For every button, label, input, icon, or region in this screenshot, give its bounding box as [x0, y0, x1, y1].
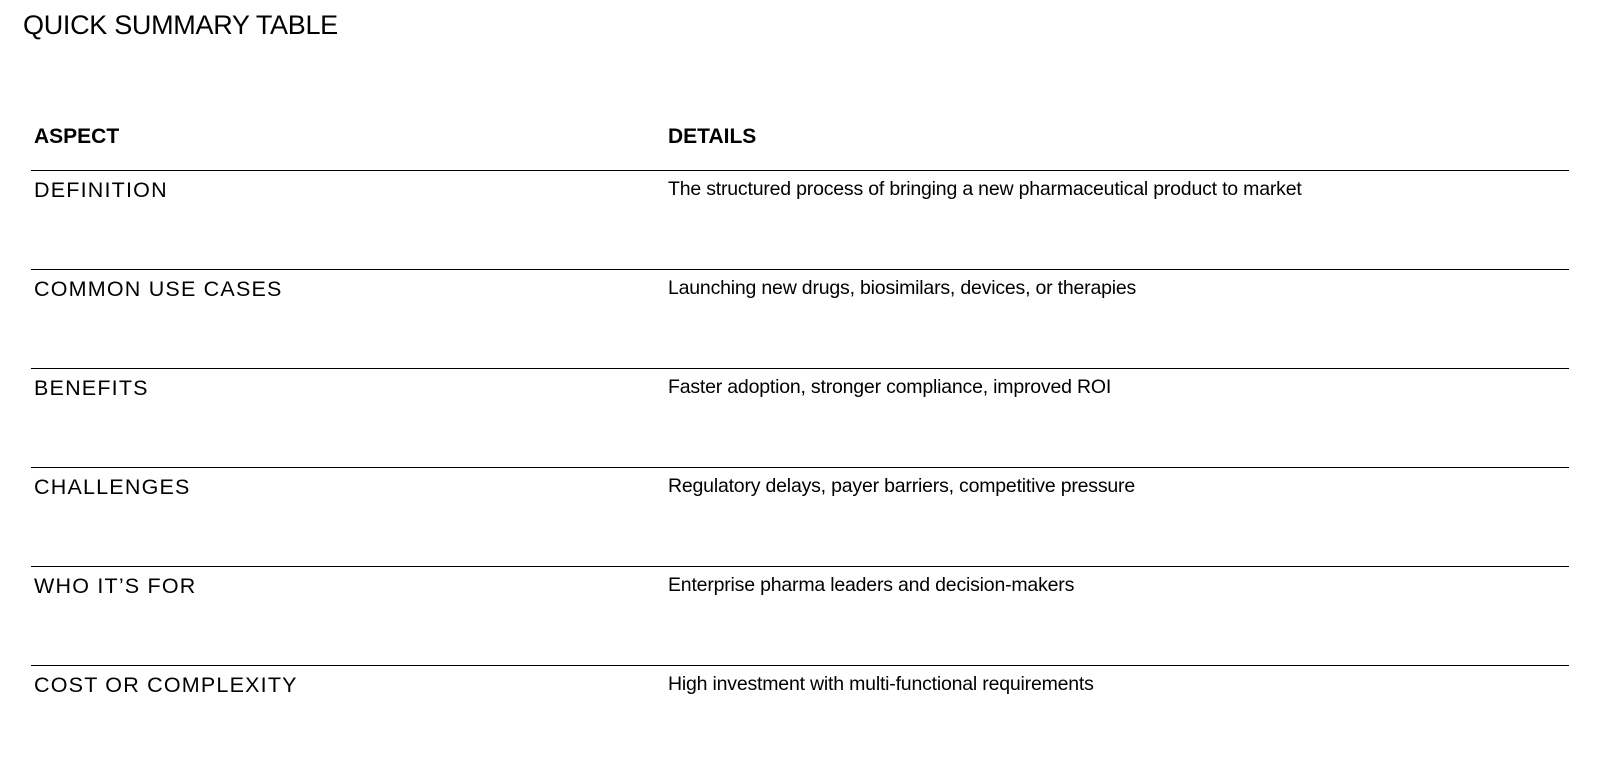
header-row [31, 118, 1569, 171]
page-title: QUICK SUMMARY TABLE [23, 10, 338, 40]
aspect-cell: COMMON USE CASES [31, 270, 665, 369]
aspect-cell: CHALLENGES [31, 468, 665, 567]
details-cell: The structured process of bringing a new pharmaceutical product to market [665, 171, 1569, 270]
table-row [31, 468, 1569, 567]
aspect-cell: BENEFITS [31, 369, 665, 468]
table-row [31, 567, 1569, 666]
details-column-header: DETAILS [665, 118, 1569, 171]
details-cell: Regulatory delays, payer barriers, competitive pressure [665, 468, 1569, 567]
details-cell: High investment with multi-functional requirements [668, 673, 1094, 695]
table-body [31, 171, 1569, 765]
details-cell: Enterprise pharma leaders and decision-makers [665, 567, 1569, 666]
aspect-cell: WHO IT’S FOR [31, 567, 665, 666]
table-header [31, 118, 1569, 171]
table-row [31, 270, 1569, 369]
table-row [31, 666, 1569, 765]
table-row [31, 369, 1569, 468]
table-row [31, 171, 1569, 270]
summary-table [31, 118, 1569, 764]
aspect-column-header: ASPECT [31, 118, 665, 171]
details-cell: Faster adoption, stronger compliance, improved ROI [665, 369, 1569, 468]
aspect-cell: COST OR COMPLEXITY [34, 673, 298, 697]
details-cell: Launching new drugs, biosimilars, devices, or therapies [665, 270, 1569, 369]
aspect-cell: DEFINITION [31, 171, 665, 270]
